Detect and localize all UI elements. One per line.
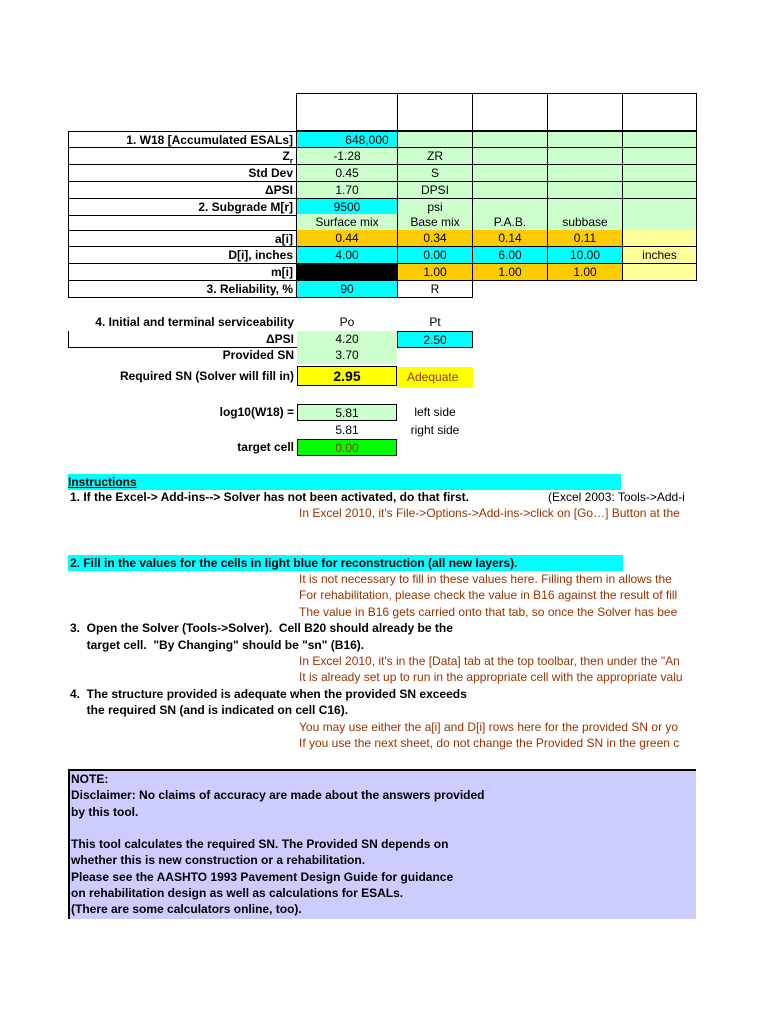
layer-name-4[interactable]: subbase [548,214,623,231]
step1-text: 1. If the Excel-> Add-ins--> Solver has not been activated, do that first. [70,490,469,504]
row2-f[interactable] [623,148,697,165]
instructions-title-bar [68,474,621,490]
step2-text: 2. Fill in the values for the cells in light blue for reconstruction (all new layers). [68,555,623,571]
mr-unit-cell[interactable]: psi [397,199,473,216]
zr-value-cell[interactable]: -1.28 [297,148,397,165]
w18-label: 1. W18 [Accumulated ESALs] [68,131,297,148]
row1-f[interactable] [623,131,697,148]
row3-e[interactable] [548,165,623,182]
ai-value-2[interactable]: 0.34 [397,230,473,247]
reliability-value-cell[interactable]: 90 [297,281,397,298]
di-value-3[interactable]: 6.00 [473,247,548,264]
step1-note: In Excel 2010, it's File->Options->Add-ins->click on [Go…] Button at the [299,506,680,520]
service-dpsi-label: ΔPSI [68,331,297,348]
note-line [71,820,696,836]
dpsi-value-cell[interactable]: 1.70 [297,182,397,199]
note-line: by this tool. [71,804,139,819]
mr-value-cell[interactable]: 9500 [297,199,397,216]
log10-right-text: right side [410,423,460,437]
instructions-title: Instructions [68,475,137,489]
zr-label: $Z_r$ [68,148,297,165]
provided-sn-cell[interactable]: 3.70 [297,347,397,364]
step4-note1: You may use either the a[i] and D[i] rows here for the provided SN or yo [299,720,679,734]
layer-name-2[interactable]: Base mix [397,214,473,231]
stddev-name-cell[interactable]: S [397,165,473,182]
step4-line1: 4. The structure provided is adequate when the provided SN exceeds [70,687,467,701]
dpsi-name-cell[interactable]: DPSI [397,182,473,199]
row2-e[interactable] [548,148,623,165]
layers-label-blank [68,216,297,230]
header-cell-1[interactable] [296,93,398,131]
mi-label: m[i] [68,264,297,281]
step4-note2: If you use the next sheet, do not change the Provided SN in the green c [299,736,680,750]
row4-f[interactable] [623,182,697,199]
row1-c[interactable] [397,131,473,148]
row3-d[interactable] [473,165,548,182]
ai-value-1[interactable]: 0.44 [297,230,397,247]
mi-value-black[interactable] [297,264,397,281]
pt-header: Pt [429,315,441,329]
row1-d[interactable] [473,131,548,148]
note-line: This tool calculates the required SN. The Provided SN depends on [71,837,449,852]
note-line: Please see the AASHTO 1993 Pavement Design Guide for guidance [71,869,454,884]
step1-aside: (Excel 2003: Tools->Add-i [548,490,685,504]
stddev-label: Std Dev [68,165,297,182]
required-sn-cell[interactable]: 2.95 [297,366,397,386]
step3-line1: 3. Open the Solver (Tools->Solver). Cell B20 should already be the [70,621,453,635]
step3-note2: It is already set up to run in the appropriate cell with the appropriate valu [299,670,683,684]
step3-note1: In Excel 2010, it's in the [Data] tab at the top toolbar, then under the "An [299,654,680,668]
dpsi-label: ΔPSI [68,182,297,199]
note-line: Disclaimer: No claims of accuracy are made about the answers provided [71,788,485,803]
step3-line2: target cell. "By Changing" should be "sn" (B16). [70,638,365,652]
log10-left-cell[interactable]: 5.81 [297,404,397,421]
w18-value-cell[interactable]: 648,000 [297,131,397,148]
note-line: (There are some calculators online, too). [71,902,302,917]
row4-e[interactable] [548,182,623,199]
adequate-cell[interactable]: Adequate [397,367,473,388]
provided-sn-label: Provided SN [222,348,294,362]
log10-right-cell[interactable]: 5.81 [335,423,359,437]
ai-value-3[interactable]: 0.14 [473,230,548,247]
log10-left-text: left side [414,405,456,419]
note-line: on rehabilitation design as well as calculations for ESALs. [71,886,404,901]
reliability-label: 3. Reliability, % [68,281,297,298]
mi-value-4[interactable]: 1.00 [548,264,623,281]
note-line: NOTE: [71,772,109,786]
target-cell-label: target cell [237,440,294,454]
step4-line2: the required SN (and is indicated on cell C16). [70,703,349,717]
po-value-cell[interactable]: 4.20 [297,331,397,348]
row6-f[interactable] [623,214,697,231]
header-cell-3[interactable] [472,93,548,131]
row4-d[interactable] [473,182,548,199]
header-cell-5[interactable] [622,93,697,131]
ai-value-4[interactable]: 0.11 [548,230,623,247]
ai-label: a[i] [68,230,297,247]
step2-note2: For rehabilitation, please check the value in B16 against the result of fill [299,588,678,602]
di-value-2[interactable]: 0.00 [397,247,473,264]
step2-note1: It is not necessary to fill in these values here. Filling them in allows the [299,572,672,586]
di-unit-cell[interactable]: inches [623,247,697,264]
row9-f[interactable] [623,264,697,281]
di-label: D[i], inches [68,247,297,264]
po-header: Po [339,315,355,329]
layer-name-3[interactable]: P.A.B. [473,214,548,231]
row3-f[interactable] [623,165,697,182]
target-cell[interactable]: 0.00 [297,439,397,456]
row1-e[interactable] [548,131,623,148]
note-line: whether this is new construction or a rehabilitation. [71,853,366,868]
row7-f[interactable] [623,230,697,247]
mr-label: 2. Subgrade M[r] [68,199,297,216]
disclaimer-note-box [68,769,696,919]
required-sn-label: Required SN (Solver will fill in) [119,369,294,383]
step2-note3: The value in B16 gets carried onto that tab, so once the Solver has bee [299,605,678,619]
di-value-1[interactable]: 4.00 [297,247,397,264]
row2-d[interactable] [473,148,548,165]
pt-value-cell[interactable]: 2.50 [397,331,473,348]
header-cell-4[interactable] [547,93,623,131]
log10-label: log10(W18) = [219,405,294,419]
reliability-name-cell[interactable]: R [397,281,473,298]
stddev-value-cell[interactable]: 0.45 [297,165,397,182]
di-value-4[interactable]: 10.00 [548,247,623,264]
zr-name-cell[interactable]: ZR [397,148,473,165]
serviceability-label: 4. Initial and terminal serviceability [95,315,294,329]
mi-value-3[interactable]: 1.00 [473,264,548,281]
mi-value-2[interactable]: 1.00 [397,264,473,281]
header-cell-2[interactable] [397,93,473,131]
layer-name-1[interactable]: Surface mix [297,214,397,231]
